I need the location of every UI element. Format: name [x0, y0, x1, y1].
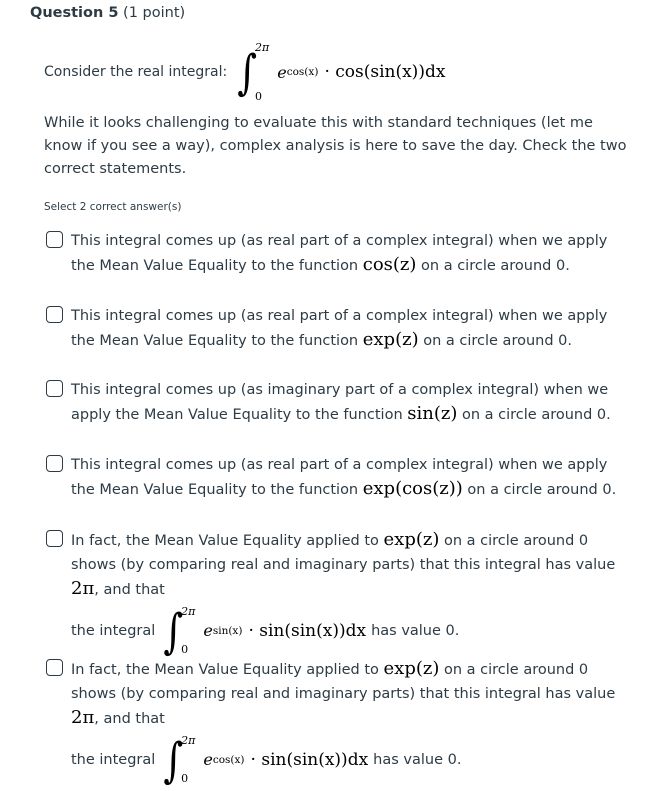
math-function: cos(z) [362, 254, 417, 275]
checkbox[interactable] [46, 231, 63, 248]
intro-integral [44, 42, 445, 102]
math-function: exp(cos(z)) [362, 478, 463, 499]
exponent: cos(x) [286, 66, 319, 78]
question-title: Question 5 [30, 5, 119, 21]
checkbox[interactable] [46, 455, 63, 472]
math-function: exp(z) [383, 529, 440, 550]
integrand: · cos(sin(x))dx [324, 62, 446, 82]
question-paragraph: While it looks challenging to evaluate this with standard techniques (let me know if you see a way), complex analysis is here to save the day. Check the two correct statements. [44, 115, 627, 177]
integral-expression: ∫ 2π 0 [163, 603, 196, 659]
math-value: 2π [71, 707, 95, 728]
checkbox[interactable] [46, 306, 63, 323]
integral-lower-limit: 0 [255, 90, 263, 103]
integral-sign: ∫ [163, 603, 184, 659]
math-value: 2π [71, 578, 95, 599]
question-points: (1 point) [123, 5, 186, 21]
intro-label: Consider the real integral: [44, 64, 228, 80]
integral-sign: ∫ [163, 732, 184, 788]
integral-upper-limit: 2π [255, 41, 270, 54]
exp-base: e [277, 62, 287, 82]
question-header [30, 5, 185, 21]
checkbox[interactable] [46, 530, 63, 547]
math-function: sin(z) [407, 403, 458, 424]
integral-expression [237, 41, 270, 103]
math-function: exp(z) [362, 329, 419, 350]
integral-expression: ∫ 2π 0 [163, 732, 196, 788]
checkbox[interactable] [46, 380, 63, 397]
answer-hint: Select 2 correct answer(s) [44, 201, 182, 213]
math-function: exp(z) [383, 658, 440, 679]
integral-sign: ∫ [237, 44, 258, 100]
checkbox[interactable] [46, 659, 63, 676]
